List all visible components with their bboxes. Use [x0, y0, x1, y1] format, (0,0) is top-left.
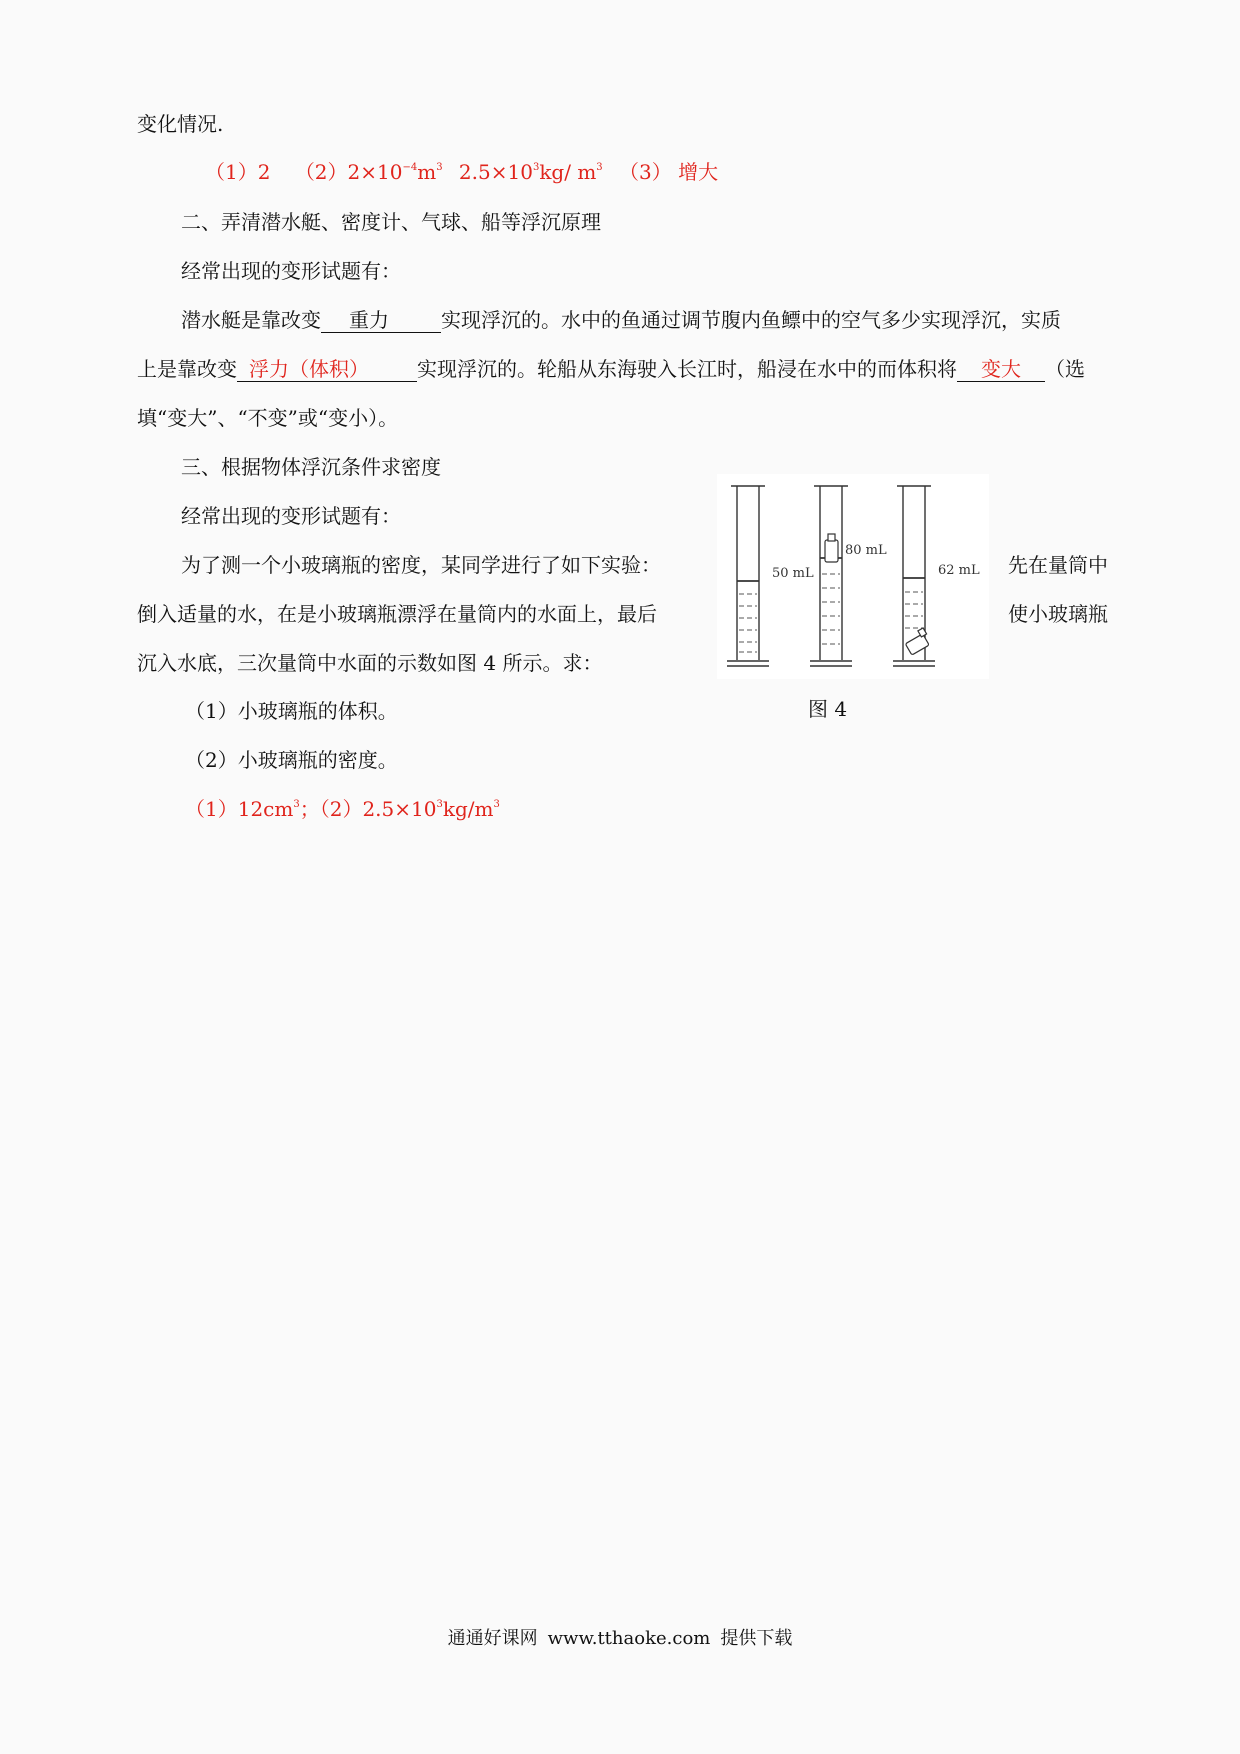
answer-exp-2c: 3 — [532, 162, 540, 173]
answer-part-1: （1）2 — [205, 160, 271, 184]
cylinder-2-label: 80 mL — [845, 543, 887, 558]
blank-3-answer: 变大 — [981, 357, 1021, 381]
section-3-subtitle: 经常出现的变形试题有： — [181, 504, 401, 528]
answer-part-2c: 2.5×10 — [458, 160, 533, 184]
figure-caption: 图 4 — [808, 697, 848, 721]
floating-bottle-icon — [825, 534, 838, 562]
footer-site-name: 通通好课网 — [447, 1628, 538, 1649]
answer-part-3: （3） 增大 — [619, 160, 719, 184]
figure-4 — [717, 474, 989, 679]
answer-exp-2b: 3 — [436, 162, 443, 173]
para-3-line-2b: 使小玻璃瓶 — [1008, 602, 1108, 626]
para-3-line-1a: 为了测一个小玻璃瓶的密度，某同学进行了如下实验： — [181, 553, 661, 577]
blank-2-answer: 浮力（体积） — [249, 357, 369, 381]
answer-line-1 — [205, 158, 718, 186]
para-2-line-1 — [181, 306, 1061, 334]
answer-2-part-b: ；（2）2.5×10 — [299, 797, 437, 821]
question-2: （2）小玻璃瓶的密度。 — [185, 748, 398, 772]
answer-2-part-a: （1）12cm — [185, 797, 294, 821]
para-3-line-1b: 先在量筒中 — [1008, 553, 1108, 577]
blank-1 — [321, 308, 441, 333]
section-2-subtitle: 经常出现的变形试题有： — [181, 259, 401, 283]
answer-exp-2d: 3 — [596, 162, 603, 173]
para-2-text-a: 潜水艇是靠改变 — [181, 308, 321, 332]
answer-part-2b: m — [417, 160, 437, 184]
answer-exp-2a: −4 — [402, 162, 418, 173]
intro-tail: 变化情况. — [137, 112, 224, 136]
para-2-text-d: 实现浮沉的。轮船从东海驶入长江时，船浸在水中的而体积将 — [417, 357, 957, 381]
graduated-cylinders-illustration — [717, 474, 989, 679]
cylinder-2 — [810, 486, 852, 666]
para-3-line-2a: 倒入适量的水，在是小玻璃瓶漂浮在量筒内的水面上，最后 — [137, 602, 657, 626]
answer-2-exp-a: 3 — [293, 799, 300, 810]
para-2-text-e: （选 — [1045, 357, 1085, 381]
page-footer — [0, 1626, 1240, 1652]
footer-suffix: 提供下载 — [720, 1628, 793, 1649]
section-3-title: 三、根据物体浮沉条件求密度 — [181, 455, 441, 479]
blank-3 — [957, 357, 1045, 382]
para-2-text-c: 上是靠改变 — [137, 357, 237, 381]
cylinder-1-label: 50 mL — [772, 566, 814, 581]
answer-line-2 — [185, 795, 500, 823]
footer-url[interactable]: www.tthaoke.com — [547, 1628, 711, 1649]
para-2-text-b: 实现浮沉的。水中的鱼通过调节腹内鱼鳔中的空气多少实现浮沉，实质 — [441, 308, 1061, 332]
blank-2 — [237, 357, 417, 382]
answer-2-exp-c: 3 — [493, 799, 500, 810]
para-3-line-3: 沉入水底，三次量筒中水面的示数如图 4 所示。求： — [137, 651, 603, 675]
question-1: （1）小玻璃瓶的体积。 — [185, 699, 398, 723]
para-2-line-3: 填“变大”、“不变”或“变小）。 — [137, 406, 399, 430]
answer-part-2d: kg/ m — [539, 160, 597, 184]
answer-2-exp-b: 3 — [436, 799, 443, 810]
cylinder-3-label: 62 mL — [938, 563, 980, 578]
answer-part-2a: （2）2×10 — [294, 160, 403, 184]
answer-2-part-c: kg/m — [442, 797, 494, 821]
blank-1-answer: 重力 — [349, 308, 389, 332]
para-2-line-2 — [137, 355, 1085, 383]
cylinder-1 — [727, 486, 769, 666]
section-2-title: 二、弄清潜水艇、密度计、气球、船等浮沉原理 — [181, 210, 601, 234]
